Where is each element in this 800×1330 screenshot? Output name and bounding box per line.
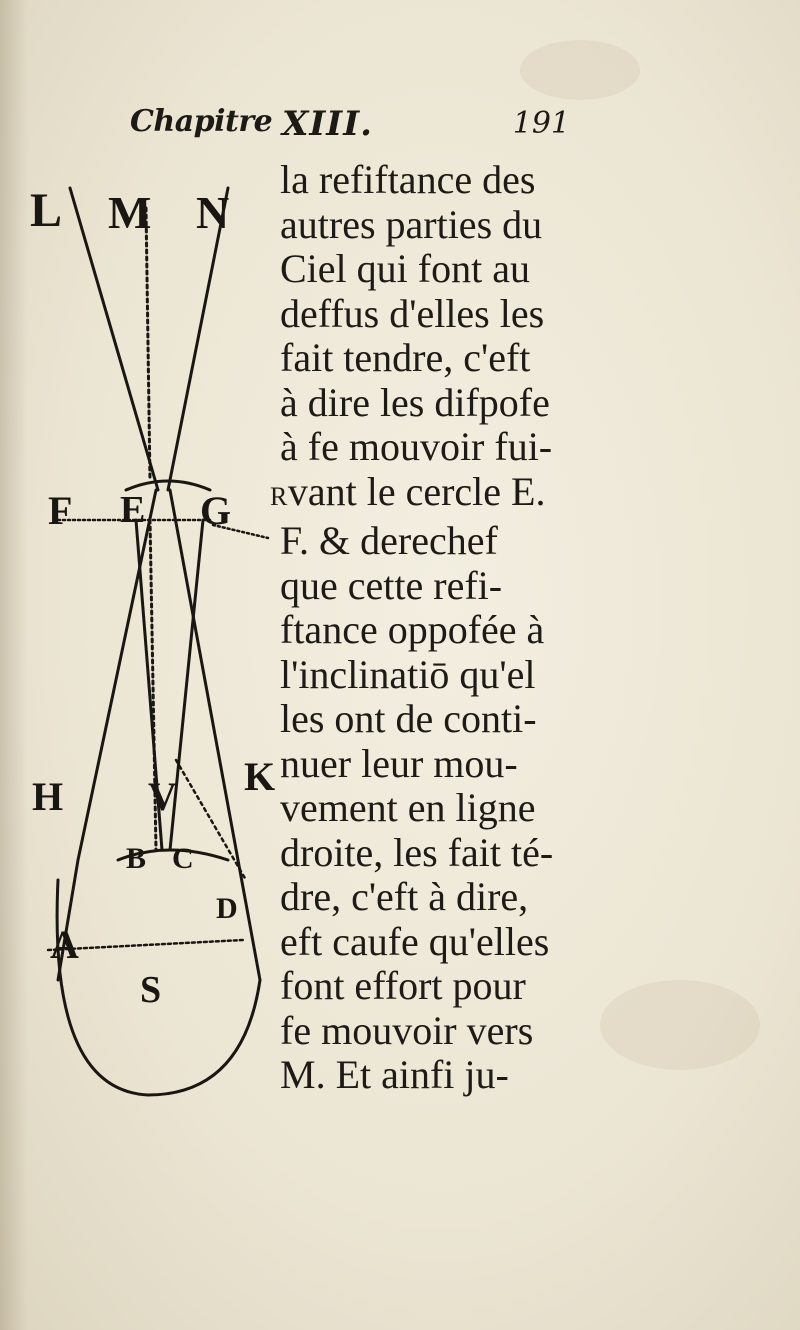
text-line-content: vant le cercle E. [287, 468, 546, 514]
label-k: K [244, 754, 276, 799]
label-s: S [140, 969, 162, 1011]
text-line: droite, les fait té- [280, 829, 554, 875]
text-line: à dire les difpofe [280, 379, 550, 425]
marginal-letter-r: R [270, 481, 288, 511]
label-v: V [148, 774, 177, 819]
figure-diagram [28, 160, 298, 1120]
text-line: la refiftance des [280, 157, 536, 202]
label-b: B [126, 842, 147, 875]
chapter-label: Chapitre [130, 104, 273, 139]
text-line: à fe mouvoir fui- [280, 424, 553, 469]
text-line: fait tendre, c'eft [280, 335, 531, 380]
label-m: M [108, 187, 152, 238]
text-line: que cette refi- [280, 562, 503, 608]
label-h: H [32, 774, 64, 819]
text-line: vement en ligne [280, 785, 536, 830]
label-e: E [120, 489, 146, 531]
label-f: F [48, 488, 73, 533]
axis-m-dotted [146, 208, 150, 480]
label-a: A [50, 922, 79, 967]
paper-stain [520, 40, 640, 100]
text-line: dre, c'eft à dire, [280, 874, 529, 919]
text-line: font effort pour [280, 963, 526, 1008]
label-l: L [30, 184, 63, 237]
text-line: fe mouvoir vers [280, 1007, 534, 1053]
label-g: G [200, 488, 232, 533]
paper-stain [600, 980, 760, 1070]
text-line: nuer leur mou- [280, 740, 518, 786]
line-e-to-h [78, 490, 156, 860]
text-line: les ont de conti- [280, 696, 537, 741]
page-number: 191 [512, 106, 570, 141]
label-d: D [216, 892, 238, 925]
geometric-figure [28, 160, 298, 1120]
gutter-shadow [0, 0, 28, 1330]
body-text [270, 157, 580, 1098]
line-k-to-circle [238, 860, 260, 980]
text-line: M. Et ainfi ju- [280, 1052, 509, 1097]
text-line: deffus d'elles les [280, 290, 545, 336]
text-line [270, 470, 580, 520]
chapter-number: XIII. [282, 104, 373, 144]
text-line: autres parties du [280, 201, 543, 247]
text-line: ftance oppofée à [280, 607, 545, 652]
text-line: Ciel qui font au [280, 246, 530, 291]
label-n: N [196, 187, 230, 238]
text-line: l'inclinatiō qu'el [280, 651, 536, 697]
text-line: eft caufe qu'elles [280, 918, 550, 964]
label-c: C [172, 842, 194, 875]
line-e-to-k [170, 490, 238, 860]
text-line: F. & derechef [280, 518, 498, 563]
running-header [130, 104, 570, 154]
